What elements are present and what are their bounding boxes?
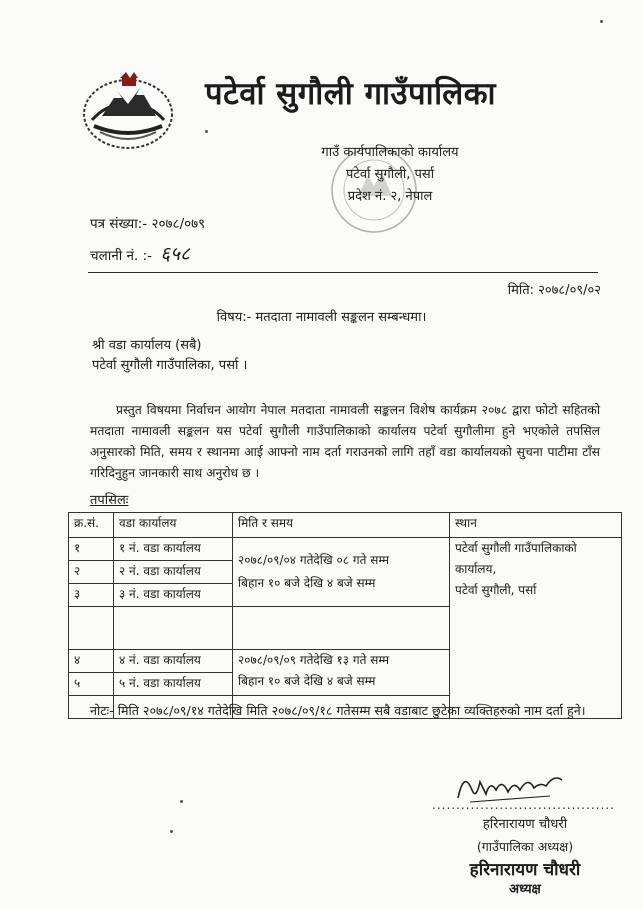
stamp-name: हरिनारायण चौधरी	[469, 860, 581, 880]
recipient-line-2: पटेर्वा सुगौली गाउँपालिका, पर्सा ।	[92, 358, 248, 373]
row-ward: ४ नं. वडा कार्यालय	[114, 650, 233, 673]
location-cell	[450, 538, 622, 719]
office-province: प्रदेश नं. २, नेपाल	[347, 189, 433, 204]
office-name: गाउँ कार्यपालिकाको कार्यालय	[321, 145, 459, 160]
location-line-3: पटेर्वा सुगौली, पर्सा	[455, 583, 537, 597]
row-ward: १ नं. वडा कार्यालय	[114, 538, 233, 561]
header-sn: क्र.सं.	[69, 513, 114, 538]
row-sn: ४	[69, 650, 114, 673]
dispatch-number-value: ६५८	[160, 243, 190, 265]
signatory-name: हरिनारायण चौधरी	[482, 817, 568, 832]
header-date-time: मिति र समय	[233, 513, 450, 538]
office-location: पटेर्वा सुगौली, पर्सा	[345, 167, 435, 182]
row-ward: ३ नं. वडा कार्यालय	[114, 584, 233, 607]
schedule-a-time: बिहान १० बजे देखि ४ बजे सम्म	[238, 576, 376, 590]
body-text: प्रस्तुत विषयमा निर्वाचन आयोग नेपाल मतदाता नामावली सङ्कलन विशेष कार्यक्रम २०७८ द्वारा फोटो सहितको मतदाता नामावली सङ्कलन यस पटेर्वा सुगौली गाउँपालिकाको कार्यालय पटेर्वा सुगौलीमा हुने भएकोले तपसिल अनुसारको मिति, समय र स्थानमा आई आफ्नो नाम दर्ता गराउनको लागि तहाँ वडा कार्यालयको सुचना पाटीमा टाँस गरिदिनुहुन जानकारी साथ अनुरोध छ ।	[90, 403, 600, 480]
scan-speck	[600, 20, 603, 23]
subject-line: विषय:- मतदाता नामावली सङ्कलन सम्बन्धमा।	[216, 310, 427, 325]
nepal-emblem-icon	[80, 70, 176, 152]
dispatch-number-label: चलानी नं. :-	[90, 248, 157, 264]
row-sn: ३	[69, 584, 114, 607]
letter-number	[90, 214, 205, 232]
schedule-table	[68, 512, 622, 719]
signature-line: ......................................	[432, 798, 615, 812]
row-sn: १	[69, 538, 114, 561]
scan-speck	[180, 800, 183, 803]
office-address-block	[270, 142, 510, 208]
schedule-b-dates: २०७८/०९/०९ गतेदेखि १३ गते सम्म	[238, 653, 390, 667]
schedule-a-dates: २०७८/०९/०४ गतेदेखि ०८ गते सम्म	[238, 553, 390, 567]
letter-number-label: पत्र संख्या:-	[90, 216, 152, 232]
body-paragraph	[90, 400, 600, 484]
location-line-1: पटेर्वा सुगौली गाउँपालिकाको	[455, 541, 577, 555]
letter-date: मिति: २०७८/०९/०२	[507, 283, 601, 298]
location-line-2: कार्यालय,	[455, 562, 497, 576]
row-ward: २ नं. वडा कार्यालय	[114, 561, 233, 584]
scan-speck	[205, 130, 208, 133]
row-ward: ५ नं. वडा कार्यालय	[114, 673, 233, 696]
recipient-line-1: श्री वडा कार्यालय (सबै)	[92, 338, 202, 353]
details-heading: तपसिलः	[90, 493, 129, 508]
schedule-a-cell	[233, 538, 450, 607]
schedule-b-cell	[233, 650, 450, 696]
note-paragraph: नोटः- मिति २०७८/०९/१४ गतेदेखि मिति २०७८/०९/१८ गतेसम्म सबै वडाबाट छुटेका व्यक्तिहरुको नाम दर्ता हुने।	[90, 703, 586, 718]
row-sn: ५	[69, 673, 114, 696]
header-divider	[88, 272, 598, 273]
header-location: स्थान	[450, 513, 622, 538]
table-header-row	[69, 513, 622, 538]
header-ward: वडा कार्यालय	[114, 513, 233, 538]
dispatch-number	[90, 240, 190, 266]
table-row	[69, 538, 622, 561]
municipality-title: पटेर्वा सुगौली गाउँपालिका	[205, 76, 497, 112]
letter-number-value: २०७८/०७९	[151, 216, 206, 232]
schedule-b-time: बिहान १० बजे देखि ४ बजे सम्म	[238, 674, 376, 688]
row-sn: २	[69, 561, 114, 584]
signatory-post: (गाउँपालिका अध्यक्ष)	[476, 839, 574, 854]
scan-speck	[170, 830, 173, 833]
stamp-post: अध्यक्ष	[509, 882, 541, 897]
